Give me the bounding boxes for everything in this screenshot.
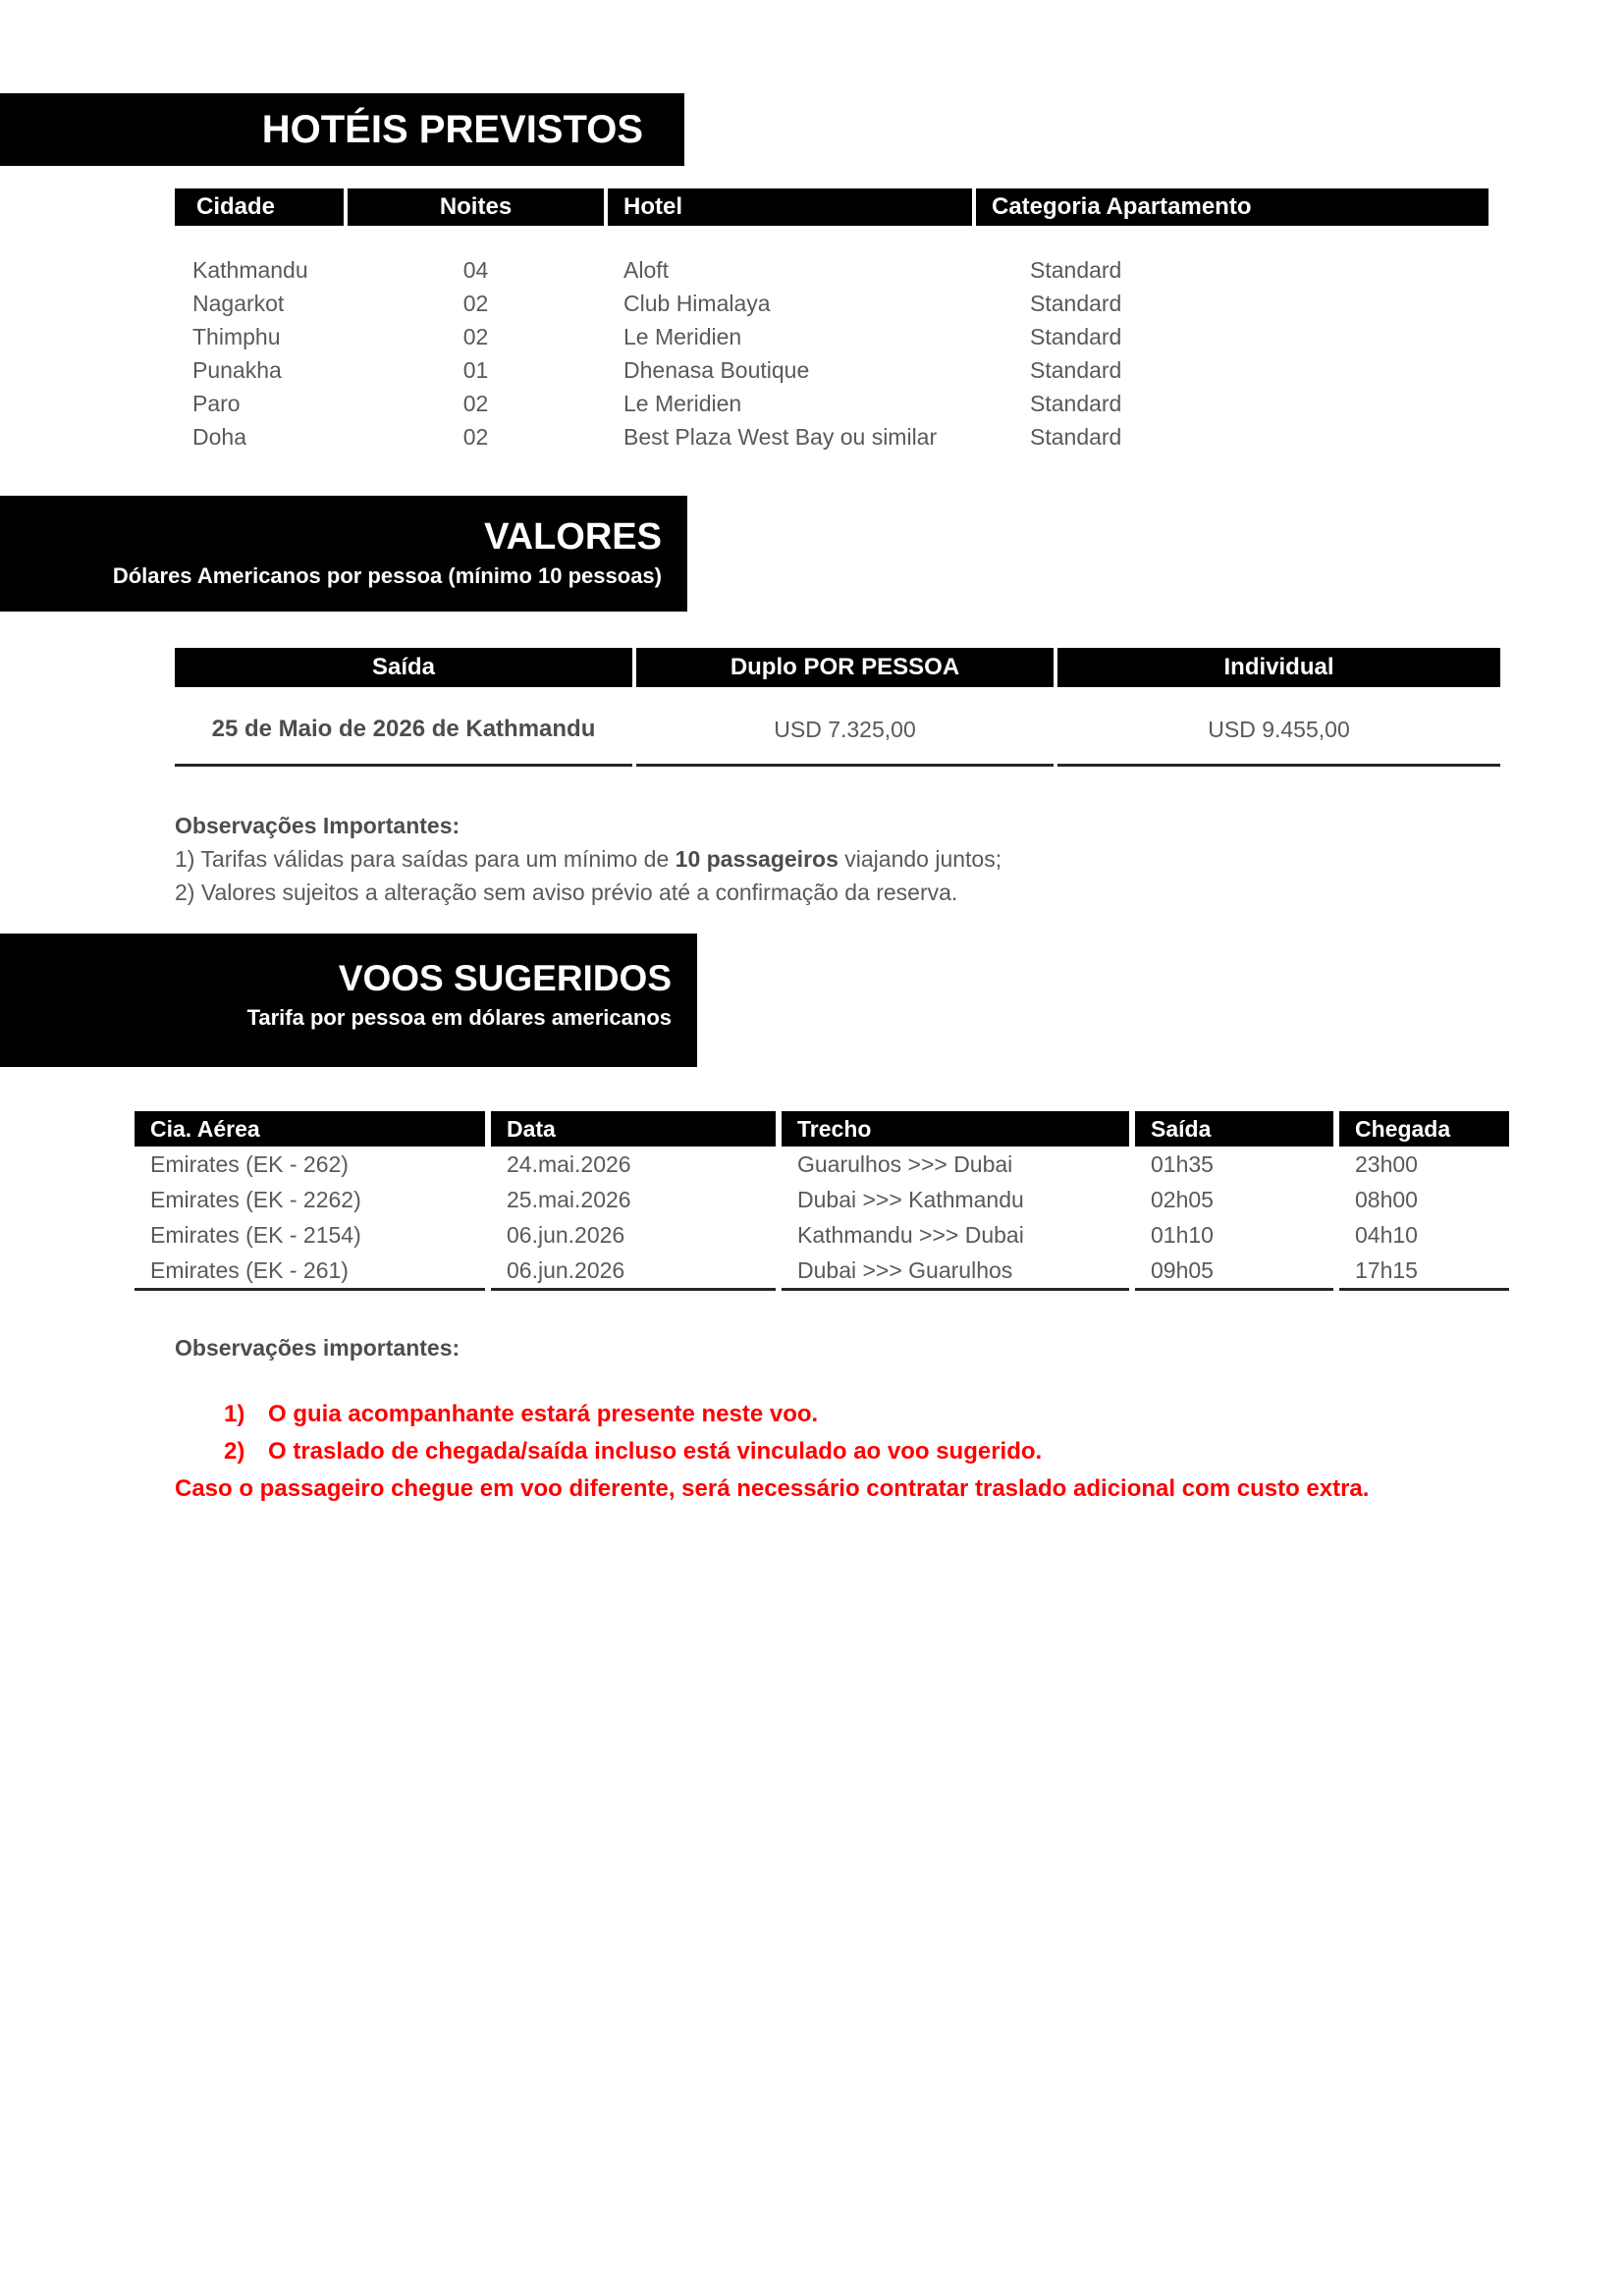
valores-section-banner [0, 496, 687, 612]
price-header-saida: Saída [175, 648, 632, 687]
table-cell-data: 24.mai.2026 [507, 1151, 631, 1177]
table-cell-categoria: Standard [1030, 357, 1122, 383]
voos-notes-heading: Observações importantes: [175, 1335, 460, 1361]
flights-header-trecho: Trecho [782, 1111, 1129, 1147]
hotels-section-title: HOTÉIS PREVISTOS [261, 108, 643, 151]
table-cell-chegada: 17h15 [1355, 1257, 1418, 1283]
flights-header-data: Data [491, 1111, 776, 1147]
table-row [175, 253, 1489, 287]
hotels-section-banner [0, 93, 684, 166]
table-cell-saida: 01h35 [1151, 1151, 1214, 1177]
table-cell-noites: 02 [462, 291, 489, 316]
voos-red-item-2-text: O traslado de chegada/saída incluso está vinculado ao voo sugerido. [268, 1438, 1043, 1465]
valores-note-1-bold: 10 passageiros [675, 846, 839, 872]
price-table-header [175, 648, 1500, 687]
table-cell-data: 25.mai.2026 [507, 1187, 631, 1212]
table-cell-cia: Emirates (EK - 262) [150, 1151, 349, 1177]
table-cell-noites: 02 [462, 391, 489, 416]
table-cell-chegada: 04h10 [1355, 1222, 1418, 1248]
valores-section-subtitle: Dólares Americanos por pessoa (mínimo 10 pessoas) [112, 563, 662, 589]
voos-section-title: VOOS SUGERIDOS [338, 958, 672, 999]
table-cell-categoria: Standard [1030, 324, 1122, 349]
table-cell-cia: Emirates (EK - 2154) [150, 1222, 361, 1248]
hotels-header-cidade: Cidade [175, 188, 344, 226]
hotels-table-header [175, 188, 1489, 226]
table-cell-cidade: Paro [192, 391, 241, 416]
voos-red-item-1-number: 1) [224, 1401, 245, 1427]
table-cell-cidade: Nagarkot [192, 291, 285, 316]
table-cell-cidade: Thimphu [192, 324, 281, 349]
table-cell-trecho: Dubai >>> Guarulhos [797, 1257, 1013, 1283]
table-cell-trecho: Kathmandu >>> Dubai [797, 1222, 1024, 1248]
price-header-duplo: Duplo POR PESSOA [636, 648, 1054, 687]
voos-red-item-2 [224, 1433, 1042, 1470]
flights-table-bottom-rule [135, 1288, 1509, 1291]
voos-section-subtitle: Tarifa por pessoa em dólares americanos [246, 1004, 672, 1030]
flights-table-body [135, 1147, 1509, 1288]
table-cell-data: 06.jun.2026 [507, 1257, 625, 1283]
price-cell-saida: 25 de Maio de 2026 de Kathmandu [211, 716, 596, 742]
table-row [135, 1253, 1509, 1288]
table-row [175, 287, 1489, 320]
table-row [135, 1147, 1509, 1182]
table-cell-categoria: Standard [1030, 424, 1122, 450]
table-cell-cia: Emirates (EK - 261) [150, 1257, 349, 1283]
table-cell-noites: 01 [462, 357, 489, 383]
table-cell-noites: 02 [462, 424, 489, 450]
table-cell-saida: 02h05 [1151, 1187, 1214, 1212]
valores-note-2: 2) Valores sujeitos a alteração sem aviso prévio até a confirmação da reserva. [175, 880, 958, 905]
table-cell-hotel: Aloft [623, 257, 670, 283]
voos-red-item-2-number: 2) [224, 1438, 245, 1465]
price-cell-individual: USD 9.455,00 [1208, 717, 1350, 742]
hotels-table-body [175, 226, 1489, 454]
price-table-bottom-rule [175, 764, 1500, 767]
flights-header-saida: Saída [1135, 1111, 1333, 1147]
table-cell-chegada: 23h00 [1355, 1151, 1418, 1177]
flights-header-cia: Cia. Aérea [135, 1111, 485, 1147]
voos-red-footer: Caso o passageiro chegue em voo diferente, será necessário contratar traslado adicional com custo extra. [175, 1475, 1370, 1502]
table-row [135, 1217, 1509, 1253]
table-cell-hotel: Le Meridien [623, 324, 742, 349]
table-cell-categoria: Standard [1030, 257, 1122, 283]
valores-notes [175, 809, 1001, 909]
valores-note-1: 1) Tarifas válidas para saídas para um mínimo de 10 passageiros viajando juntos; [175, 846, 1002, 872]
table-row [175, 387, 1489, 420]
table-cell-hotel: Le Meridien [623, 391, 742, 416]
voos-red-items [224, 1396, 1042, 1470]
table-cell-cia: Emirates (EK - 2262) [150, 1187, 361, 1212]
price-table-row [175, 713, 1500, 746]
table-cell-saida: 01h10 [1151, 1222, 1214, 1248]
price-header-individual: Individual [1057, 648, 1500, 687]
table-cell-hotel: Best Plaza West Bay ou similar [623, 424, 938, 450]
price-table [175, 648, 1500, 767]
hotels-table [175, 188, 1489, 454]
flights-table-header [135, 1111, 1509, 1147]
table-cell-data: 06.jun.2026 [507, 1222, 625, 1248]
table-cell-trecho: Dubai >>> Kathmandu [797, 1187, 1024, 1212]
table-cell-chegada: 08h00 [1355, 1187, 1418, 1212]
valores-notes-heading: Observações Importantes: [175, 813, 460, 838]
table-cell-trecho: Guarulhos >>> Dubai [797, 1151, 1013, 1177]
hotels-header-hotel: Hotel [608, 188, 972, 226]
voos-red-item-1-text: O guia acompanhante estará presente neste voo. [268, 1401, 819, 1427]
table-cell-hotel: Dhenasa Boutique [623, 357, 810, 383]
table-cell-noites: 02 [462, 324, 489, 349]
table-row [175, 320, 1489, 353]
table-cell-cidade: Punakha [192, 357, 282, 383]
price-cell-duplo: USD 7.325,00 [774, 717, 916, 742]
table-cell-noites: 04 [462, 257, 489, 283]
table-row [175, 420, 1489, 454]
table-cell-cidade: Doha [192, 424, 246, 450]
table-row [175, 353, 1489, 387]
table-cell-saida: 09h05 [1151, 1257, 1214, 1283]
valores-section-title: VALORES [484, 515, 662, 558]
table-cell-cidade: Kathmandu [192, 257, 308, 283]
table-cell-categoria: Standard [1030, 291, 1122, 316]
voos-section-banner [0, 934, 697, 1067]
hotels-header-noites: Noites [348, 188, 604, 226]
voos-red-item-1 [224, 1396, 1042, 1433]
table-row [135, 1182, 1509, 1217]
flights-table [135, 1111, 1509, 1291]
hotels-header-categoria: Categoria Apartamento [976, 188, 1489, 226]
table-cell-hotel: Club Himalaya [623, 291, 771, 316]
flights-header-chegada: Chegada [1339, 1111, 1509, 1147]
table-cell-categoria: Standard [1030, 391, 1122, 416]
